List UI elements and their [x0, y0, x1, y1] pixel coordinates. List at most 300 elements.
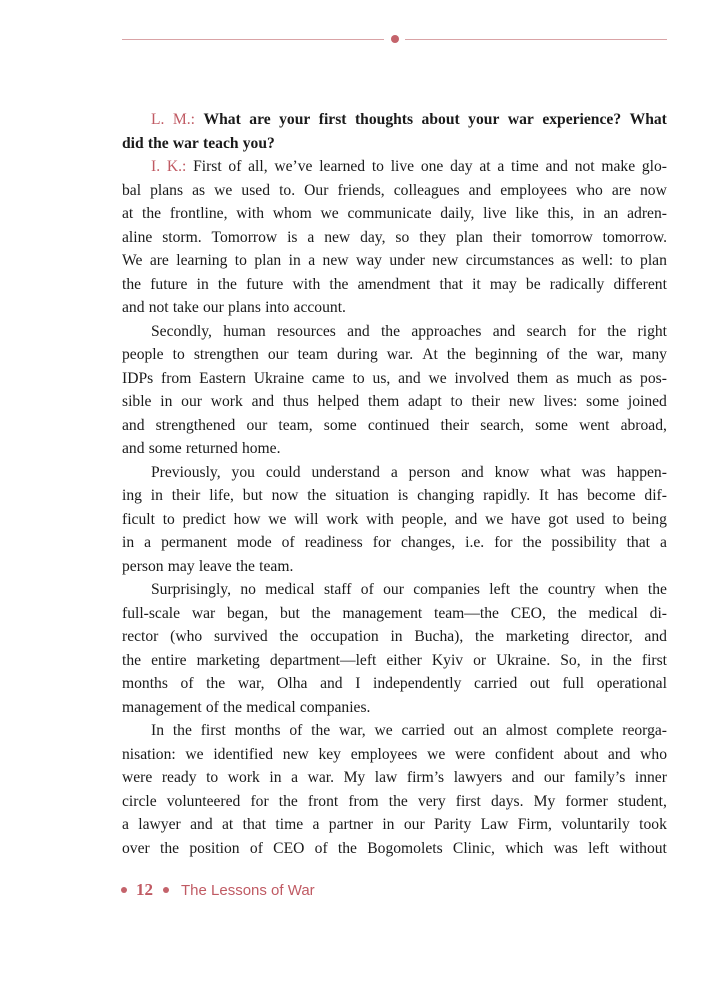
text-line — [122, 202, 667, 226]
word: the — [235, 557, 255, 575]
word: complete — [556, 722, 614, 739]
word: communicate — [347, 205, 432, 222]
word: in — [582, 205, 595, 222]
word: Kyiv — [431, 651, 464, 669]
word: at — [122, 205, 134, 222]
rule-ornament-dot — [391, 35, 399, 43]
speaker-initials: I. — [151, 158, 161, 175]
word: some — [586, 393, 620, 410]
text-line — [122, 625, 667, 649]
word: people, — [401, 510, 448, 528]
word: without — [619, 839, 667, 857]
word: of — [360, 581, 374, 598]
word: what — [540, 463, 571, 481]
speaker-initials: M.: — [172, 111, 196, 128]
word: helped — [317, 393, 360, 410]
word: search — [526, 322, 567, 340]
word: identified — [213, 745, 274, 763]
word: plan — [254, 252, 282, 269]
word: the — [607, 322, 627, 340]
word: plans — [227, 299, 261, 316]
word: inner — [634, 769, 667, 786]
word: life, — [209, 487, 234, 504]
word: first — [200, 722, 226, 739]
word: war. — [386, 346, 414, 363]
word: of — [249, 839, 263, 857]
word: and — [251, 393, 275, 410]
word: the — [446, 346, 466, 363]
text-line — [122, 367, 667, 391]
word: understand — [311, 463, 380, 481]
word: and — [454, 510, 478, 528]
text-line — [122, 649, 667, 673]
text-line — [122, 719, 667, 743]
word: we — [268, 510, 287, 528]
word: mode — [236, 534, 272, 551]
word: when — [604, 581, 639, 598]
word: the — [311, 604, 331, 622]
word: we — [427, 745, 446, 763]
word: changes, — [400, 534, 456, 551]
word: changing — [417, 487, 475, 504]
text-line — [122, 743, 667, 767]
text-line — [122, 555, 667, 579]
word: plan — [455, 228, 483, 246]
word: all, — [248, 158, 268, 175]
word: teach — [203, 134, 239, 152]
word: in — [590, 651, 603, 669]
word: new — [432, 252, 459, 269]
word: full — [562, 675, 585, 692]
word: (who — [170, 628, 203, 645]
word: over — [122, 839, 150, 857]
word: rector — [122, 628, 159, 645]
word: people — [122, 346, 164, 363]
word: Ukraine. — [496, 651, 551, 669]
word: future — [150, 275, 188, 293]
word: radically — [549, 275, 605, 293]
word: is — [287, 228, 298, 246]
text-line — [122, 813, 667, 837]
word: a — [659, 534, 667, 551]
word: came — [311, 369, 345, 387]
word: new — [508, 393, 535, 410]
word: that — [439, 275, 463, 293]
word: What — [629, 111, 667, 128]
word: friends, — [337, 181, 385, 199]
word: involved — [454, 369, 510, 387]
word: in — [390, 628, 403, 645]
word: war — [191, 604, 216, 622]
word: become — [587, 487, 636, 504]
word: management — [342, 604, 423, 622]
text-line — [122, 390, 667, 414]
text-line — [122, 531, 667, 555]
word: employees — [350, 745, 418, 763]
word: whom — [272, 205, 312, 222]
word: we’ve — [274, 158, 313, 175]
word: are — [249, 111, 271, 128]
word: IDPs — [122, 369, 154, 387]
word: was — [581, 463, 606, 481]
word: Ukraine — [253, 369, 304, 387]
word: lawyers — [453, 769, 503, 786]
word: situation — [335, 487, 389, 504]
word: are — [611, 181, 631, 199]
word: work — [227, 769, 260, 786]
word: partner — [328, 816, 373, 833]
word: companies. — [299, 698, 371, 716]
word: country — [547, 581, 596, 598]
word: learned — [319, 158, 366, 175]
word: now — [640, 181, 667, 199]
text-line — [122, 461, 667, 485]
word: Clinic, — [452, 839, 495, 857]
word: at — [479, 158, 491, 175]
word: Eastern — [199, 369, 246, 387]
word: and — [468, 181, 492, 199]
word: of — [314, 839, 328, 857]
word: in — [382, 816, 395, 833]
word: Previously, — [151, 463, 221, 481]
word: thus — [282, 393, 309, 410]
word: war — [507, 111, 534, 128]
word: the — [647, 581, 667, 598]
word: survived — [213, 628, 268, 645]
word: their — [171, 487, 201, 504]
word: adren- — [627, 205, 667, 222]
word: and — [122, 299, 145, 316]
word: left — [489, 581, 511, 598]
word: the — [519, 581, 539, 598]
word: medical — [588, 604, 638, 622]
word: we — [320, 205, 339, 222]
word: experience? — [542, 111, 622, 128]
word: some — [323, 416, 357, 434]
word: as — [561, 252, 575, 269]
word: colleagues — [393, 181, 460, 199]
word: and — [492, 322, 516, 340]
word: Surprisingly, — [151, 581, 231, 598]
word: front — [307, 792, 339, 810]
word: At — [422, 346, 438, 363]
word: of — [289, 722, 303, 739]
word: to — [162, 510, 175, 528]
word: In — [151, 722, 164, 739]
word: to — [352, 369, 365, 387]
word: the — [612, 651, 632, 669]
word: thoughts — [354, 111, 414, 128]
word: a — [291, 769, 299, 786]
word: into — [265, 299, 290, 316]
word: What — [203, 111, 241, 128]
word: and — [461, 463, 484, 481]
word: department—left — [269, 651, 377, 669]
word: take — [172, 299, 199, 316]
word: Bucha), — [414, 628, 464, 645]
word: our — [267, 346, 289, 363]
word: work — [326, 510, 359, 528]
word: voluntarily — [561, 816, 630, 833]
word: amendment — [357, 275, 431, 293]
word: one — [420, 158, 444, 175]
word: of — [228, 158, 242, 175]
word: much — [576, 369, 612, 387]
word: were — [454, 745, 486, 763]
word: left — [588, 839, 609, 857]
word: as — [619, 369, 633, 387]
word: daily, — [440, 205, 475, 222]
word: readiness — [304, 534, 363, 551]
word: key — [318, 745, 341, 763]
word: companies — [413, 581, 480, 598]
word: for — [372, 534, 391, 551]
word: their — [440, 416, 470, 434]
word: our — [181, 393, 202, 410]
word: Olha — [277, 675, 308, 692]
word: a — [144, 534, 152, 551]
word: a — [390, 463, 398, 481]
word: at — [222, 816, 234, 833]
word: in — [288, 252, 301, 269]
word: Secondly, — [151, 322, 212, 340]
word: about — [421, 111, 460, 128]
word: and — [398, 369, 421, 387]
word: law — [374, 769, 398, 786]
word: your — [279, 111, 311, 128]
page-number: 12 — [136, 880, 153, 899]
text-line — [122, 508, 667, 532]
word: the — [568, 346, 588, 363]
word: in — [269, 769, 282, 786]
word: CEO, — [510, 604, 546, 622]
word: used — [575, 510, 605, 528]
word: an — [603, 205, 619, 222]
word: tomorrow. — [602, 228, 667, 246]
word: our — [403, 816, 425, 833]
word: of — [546, 346, 560, 363]
word: in — [122, 534, 135, 551]
text-line — [122, 179, 667, 203]
word: team—the — [434, 604, 499, 622]
word: first — [641, 651, 667, 669]
word: out — [529, 675, 550, 692]
word: So, — [560, 651, 581, 669]
word: adapt — [407, 393, 442, 410]
word: new — [324, 228, 351, 246]
word: well: — [581, 252, 614, 269]
word: circumstances — [465, 252, 555, 269]
word: war, — [237, 675, 265, 692]
word: we — [428, 369, 447, 387]
word: frontline, — [169, 205, 228, 222]
word: are — [149, 252, 169, 269]
word: home. — [241, 440, 281, 457]
word: to — [234, 252, 247, 269]
body-text — [122, 108, 667, 860]
word: CEO — [273, 839, 305, 857]
word: Law — [480, 816, 509, 833]
word: and — [122, 440, 145, 457]
word: leave — [198, 557, 232, 575]
word: went — [579, 416, 610, 434]
word: a — [312, 816, 320, 833]
word: team — [297, 346, 328, 363]
word: now — [271, 487, 299, 504]
word: Firm, — [517, 816, 552, 833]
word: who — [575, 181, 603, 199]
word: approaches — [411, 322, 482, 340]
word: future — [246, 275, 284, 293]
word: about — [563, 745, 599, 763]
word: ficult — [122, 510, 155, 528]
word: their — [471, 393, 501, 410]
word: our — [543, 769, 565, 786]
word: person — [408, 463, 451, 481]
word: live — [483, 205, 507, 222]
word: full-scale — [122, 604, 181, 622]
word: we — [485, 510, 504, 528]
word: time — [275, 816, 304, 833]
word: carried — [401, 722, 445, 739]
text-line — [122, 320, 667, 344]
word: My — [533, 792, 556, 810]
word: a — [307, 228, 315, 246]
word: di- — [649, 604, 667, 622]
word: Bogomolets — [367, 839, 443, 857]
word: in — [160, 393, 173, 410]
text-line — [122, 766, 667, 790]
word: glo- — [641, 158, 667, 175]
word: lives: — [543, 393, 578, 410]
word: carried — [474, 675, 518, 692]
word: the — [307, 487, 327, 504]
word: to — [450, 393, 463, 410]
text-line — [122, 484, 667, 508]
word: strengthened — [155, 416, 236, 434]
word: for — [250, 792, 269, 810]
text-line — [122, 132, 667, 156]
text-line — [122, 578, 667, 602]
word: the — [217, 275, 237, 293]
text-line — [122, 249, 667, 273]
word: to. — [279, 181, 296, 199]
word: storm. — [162, 228, 202, 246]
word: you? — [242, 134, 275, 152]
word: many — [632, 346, 667, 363]
word: the — [147, 134, 169, 152]
word: or — [473, 651, 487, 669]
word: employees — [500, 181, 567, 199]
word: you — [231, 463, 255, 481]
word: for — [577, 322, 596, 340]
page-footer — [121, 878, 315, 902]
word: ing — [122, 487, 142, 504]
word: know — [494, 463, 530, 481]
word: to — [620, 252, 633, 269]
word: sible — [122, 393, 152, 410]
word: bal — [122, 181, 142, 199]
word: learning — [176, 252, 228, 269]
word: could — [265, 463, 301, 481]
word: first — [455, 792, 481, 810]
word: our — [203, 299, 224, 316]
word: make — [601, 158, 636, 175]
word: marketing — [505, 628, 570, 645]
word: and — [347, 322, 370, 340]
word: account. — [293, 299, 346, 316]
word: an — [482, 722, 498, 739]
text-line — [122, 437, 667, 461]
word: we — [374, 722, 393, 739]
word: work — [210, 393, 243, 410]
word: how — [233, 510, 261, 528]
word: during — [337, 346, 378, 363]
word: to — [371, 158, 384, 175]
word: rapidly. — [483, 487, 531, 504]
word: and — [122, 416, 145, 434]
word: new — [282, 745, 309, 763]
word: like — [515, 205, 539, 222]
word: in — [196, 275, 209, 293]
word: right — [637, 322, 667, 340]
running-title: The Lessons of War — [181, 881, 315, 899]
word: a — [497, 158, 505, 175]
word: be — [525, 275, 541, 293]
word: the — [337, 839, 357, 857]
text-line — [122, 273, 667, 297]
word: plans — [150, 181, 184, 199]
word: was — [553, 839, 578, 857]
word: the — [278, 792, 298, 810]
header-rule — [122, 33, 667, 45]
word: war, — [596, 346, 624, 363]
word: so — [395, 228, 410, 246]
word: a — [308, 252, 316, 269]
word: strengthen — [193, 346, 259, 363]
word: but — [242, 487, 263, 504]
word: in — [150, 487, 163, 504]
word: that — [242, 816, 267, 833]
word: permanent — [161, 534, 227, 551]
word: Our — [304, 181, 329, 199]
rule-left — [122, 39, 384, 40]
word: beginning — [475, 346, 538, 363]
word: months — [234, 722, 281, 739]
word: ready — [161, 769, 197, 786]
word: the — [557, 604, 577, 622]
word: the — [329, 275, 349, 293]
word: the — [522, 534, 542, 551]
word: the — [160, 839, 180, 857]
word: used — [241, 181, 271, 199]
word: either — [386, 651, 422, 669]
word: months — [122, 675, 168, 692]
word: reorga- — [622, 722, 667, 739]
word: under — [389, 252, 425, 269]
word: Tomorrow — [211, 228, 278, 246]
word: this, — [547, 205, 574, 222]
word: very — [417, 792, 446, 810]
word: team, — [278, 416, 313, 434]
text-line — [122, 343, 667, 367]
word: were — [122, 769, 153, 786]
word: has — [557, 487, 579, 504]
word: confident — [494, 745, 554, 763]
word: former — [565, 792, 608, 810]
word: not — [574, 158, 595, 175]
word: who — [640, 745, 667, 763]
